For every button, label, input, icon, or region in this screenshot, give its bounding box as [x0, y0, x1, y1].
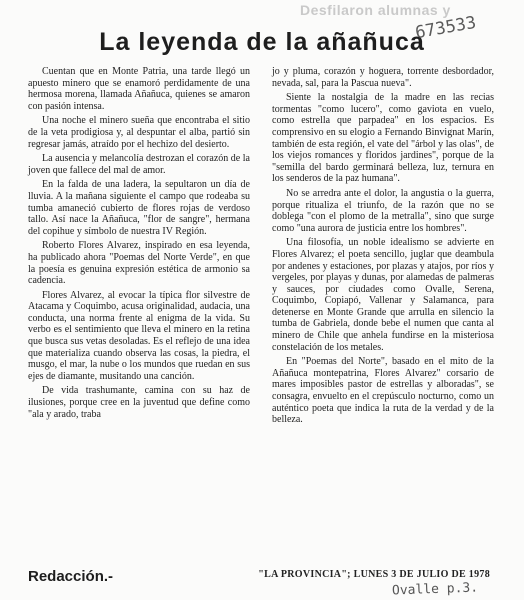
article-paragraph: No se arredra ante el dolor, la angustia o la guerra, porque ritualiza el triunfo, de la razón que no se doblega "con el plomo de la metralla", sino que surge como "una aurora de justicia entre los hombres". — [272, 187, 494, 234]
article-paragraph: Roberto Flores Alvarez, inspirado en esa leyenda, ha publicado ahora "Poemas del Norte Verde", en que la poesía es genuina expresión estética de armonio sa cadencia. — [28, 240, 250, 287]
article-paragraph: Una noche el minero sueña que encontraba el sitio de la veta prodigiosa y, al despuntar el alba, partió sin regresar jamás, atraído por el hechizo del desierto. — [28, 115, 250, 150]
article-paragraph-continued: jo y pluma, corazón y hoguera, torrente desbordador, nevada, sal, para la Pascua nueva". — [272, 66, 494, 89]
article-paragraph: En la falda de una ladera, la sepultaron un día de lluvia. A la mañana siguiente el campo que rodeaba su tumba amaneció cubierto de flores rojas de verdoso tallo. Así nace la Añañuca, "flor de sangre", hermana del copihue y símbolo de nuestra IV Región. — [28, 179, 250, 237]
byline: Redacción.- — [28, 568, 114, 585]
article-paragraph: Cuentan que en Monte Patria, una tarde llegó un apuesto minero que se enamoró perdidamente de una hermosa morena, llamada Añañuca, quienes se amaron con pasión intensa. — [28, 66, 250, 112]
source-citation: "LA PROVINCIA"; LUNES 3 DE JULIO DE 1978 — [258, 569, 490, 580]
article-title: La leyenda de la añañuca — [99, 28, 425, 56]
article-paragraph: Flores Alvarez, al evocar la típica flor silvestre de Atacama y Coquimbo, acusa originalidad, audacia, una conducta, una norma frente al enigma de la vida. Su verbo es el sentimiento que lleva el minero en la retina que busca sus vetas desoladas. Es el reflejo de una idea que materializa cuando observa las cosas, la piedra, el musgo, el mar, la nube o los mundos que ruedan en sus ejes de diamante, musitando una canción. — [28, 289, 250, 382]
article-column-right — [272, 66, 494, 429]
article-paragraph: Una filosofía, un noble idealismo se advierte en Flores Alvarez; el poeta sencillo, juglar que deambula por andenes y estaciones, por plazas y atajos, por ríos y vergeles, por playas y dunas, por alamedas de palmeras y sauces, por ciudades como Ovalle, Serena, Coquimbo, Copiapó, Vallenar y Salamanca, para detenerse en Monte Grande que arrulla en silencio la tumba de Gabriela, donde bebe el numen que canta al minero de Chile que anhela fundirse en la misteriosa constelación de los metales. — [272, 237, 494, 353]
handwritten-note: Ovalle p.3. — [391, 580, 479, 599]
archive-stamp-number: 673533 — [413, 12, 478, 44]
article-paragraph: Siente la nostalgia de la madre en las recias tormentas "como lucero", como gaviota en vuelo, como estrella que parpadea" en los espacios. Es comprensivo en su elogio a Fernando Binvignat Marín, también de esta región, el vate del "árbol y las olas", de los viejos romances y floridos jardines", porque de la "semilla del bardo germinará belleza, luz, ternura en los senderos de la paz humana". — [272, 92, 494, 185]
bleed-through-headline: Desfilaron alumnas y — [300, 2, 451, 18]
article-column-left — [28, 66, 250, 423]
article-paragraph: En "Poemas del Norte", basado en el mito de la Añañuca montepatrina, Flores Alvarez" corsario de mares imposibles pastor de estrellas y alboradas", se consagra, envuelto en el crepúsculo nocturno, como un auténtico poeta que indica la ruta de la verdad y de la belleza. — [272, 356, 494, 426]
article-paragraph: La ausencia y melancolía destrozan el corazón de la joven que fallece del mal de amor. — [28, 153, 250, 176]
article-paragraph: De vida trashumante, camina con su haz de ilusiones, porque cree en la juventud que define como "ala y arado, traba — [28, 385, 250, 420]
